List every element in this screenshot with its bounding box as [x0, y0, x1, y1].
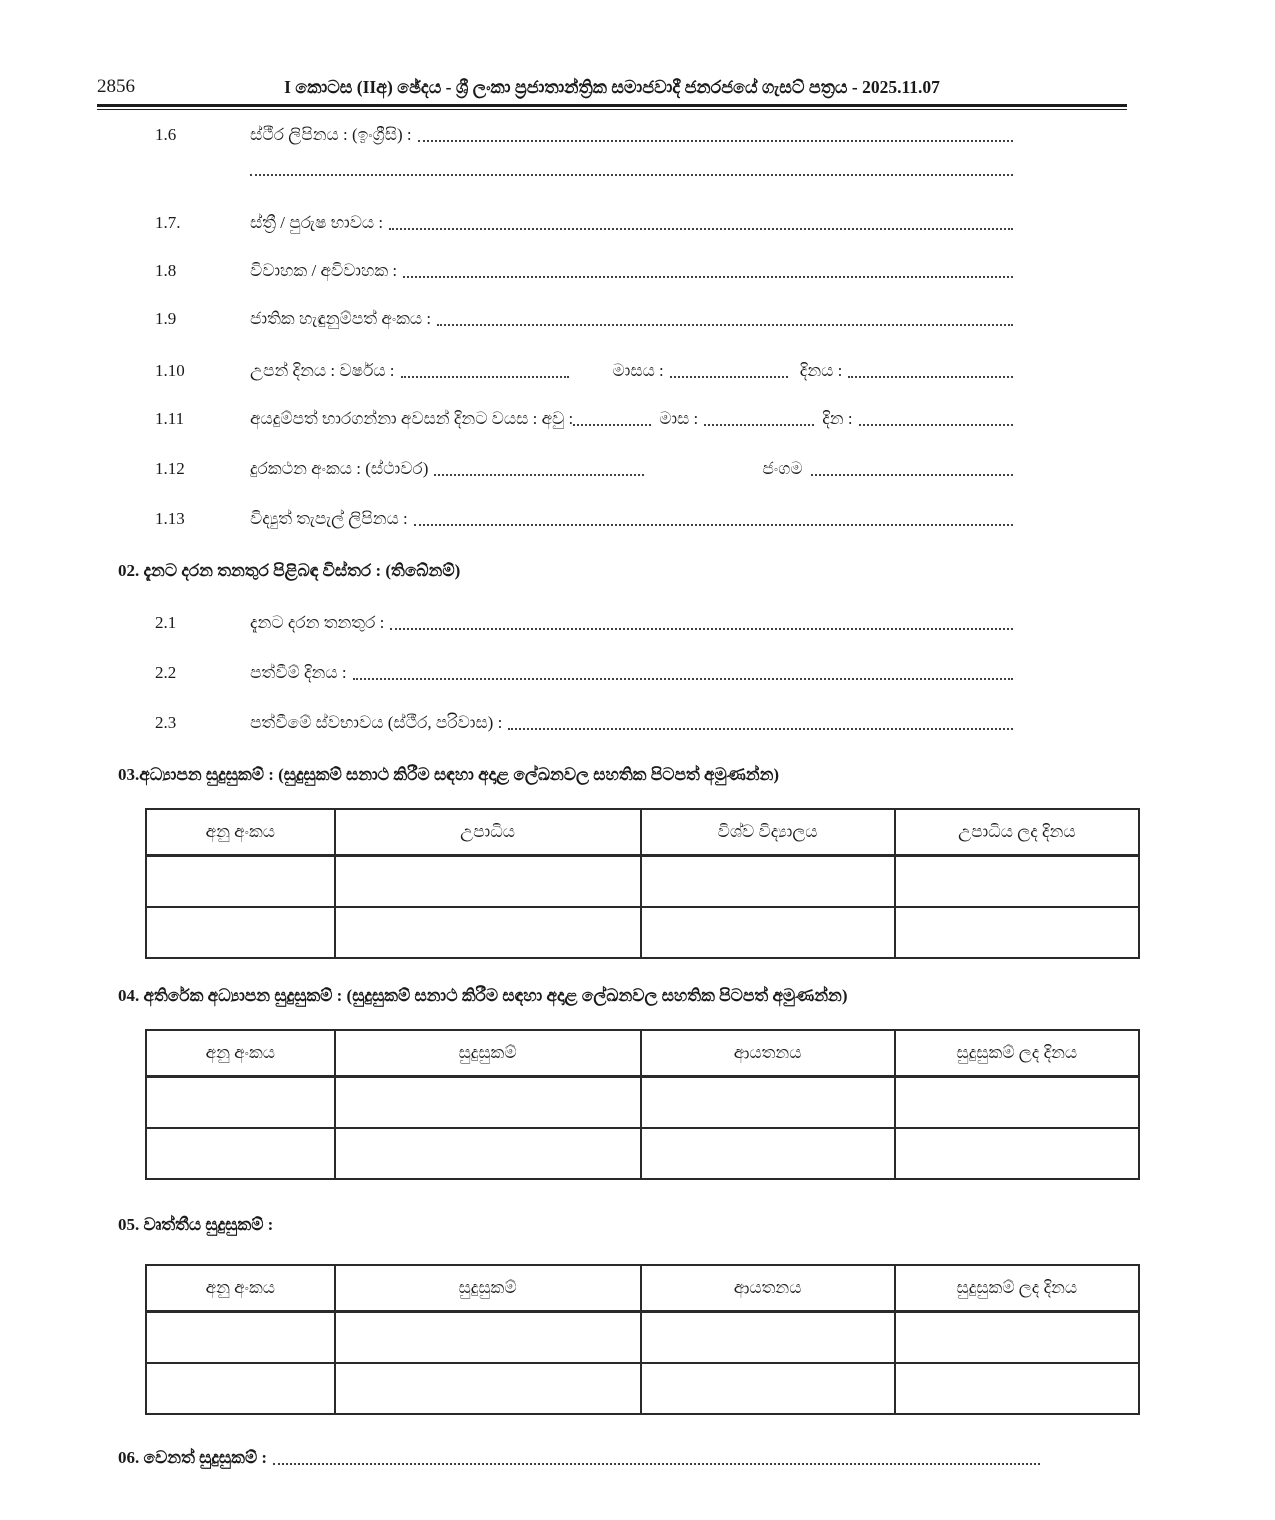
item-label: ස්ථීර ලිපිනය : (ඉංග්‍රීසි) : — [250, 125, 412, 144]
page-number: 2856 — [97, 76, 135, 97]
table-cell — [335, 907, 641, 958]
table-header-cell: අනු අංකය — [146, 809, 335, 856]
dotted-fill-line — [811, 474, 1013, 476]
section-04-heading: 04. අතිරේක අධ්‍යාපන සුදුසුකම් : (සුදුසුකම් සනාථ කිරීම සඳහා අදාළ ලේඛනවල සහතික පිටපත් අමුණන්න) — [118, 986, 848, 1005]
table-cell — [895, 1077, 1139, 1129]
item-1-8 — [97, 260, 1013, 282]
table-header-cell: විශ්ව විද්‍යාලය — [641, 809, 895, 856]
table-cell — [335, 1312, 641, 1364]
item-label: පත්වීම් දිනය : — [250, 663, 347, 682]
item-1-10 — [97, 360, 1013, 382]
dotted-fill-line — [353, 678, 1013, 680]
table-header-cell: සුදුසුකම් — [335, 1030, 641, 1077]
item-number: 1.11 — [155, 409, 185, 428]
table-cell — [641, 1312, 895, 1364]
dotted-fill-line — [273, 1463, 1040, 1465]
item-sublabel: දින : — [822, 409, 853, 428]
gazette-title: I කොටස (IIඅ) ඡේදය - ශ්‍රී ලංකා ප්‍රජාතාන්ත්‍රික සමාජවාදී ජනරජයේ ගැසට් පත්‍රය - 2025.11.07 — [284, 77, 940, 97]
item-sublabel: ජංගම — [762, 459, 803, 478]
item-number: 1.10 — [155, 361, 185, 380]
item-1-11 — [97, 408, 1013, 430]
table-header-cell: අනු අංකය — [146, 1030, 335, 1077]
table-cell — [641, 1363, 895, 1414]
table-cell — [641, 1077, 895, 1129]
item-label: දුරකථන අංකය : (ස්ථාවර) — [250, 459, 429, 478]
table-row — [146, 907, 1139, 958]
table-cell — [146, 907, 335, 958]
item-label: පත්වීමේ ස්වභාවය (ස්ථීර, පරිවාස) : — [250, 713, 503, 732]
dotted-fill-line — [403, 276, 1013, 278]
table-cell — [335, 856, 641, 908]
section-06-label: 06. වෙනත් සුදුසුකම් : — [118, 1448, 268, 1467]
table-cell — [895, 1312, 1139, 1364]
section-05-heading: 05. වෘත්තීය සුදුසුකම් : — [118, 1215, 274, 1234]
table-cell — [895, 1363, 1139, 1414]
dotted-fill-line — [704, 424, 814, 426]
dotted-fill-line — [418, 140, 1013, 142]
dotted-fill-line — [414, 524, 1013, 526]
item-number: 1.12 — [155, 459, 185, 478]
table-header-cell: සුදුසුකම් ලද දිනය — [895, 1265, 1139, 1312]
table-cell — [335, 1077, 641, 1129]
table-header-cell: උපාධිය — [335, 809, 641, 856]
professional-qualifications-table — [145, 1264, 1140, 1415]
table-cell — [146, 1312, 335, 1364]
dotted-fill-line — [437, 324, 1013, 326]
dotted-fill-line — [390, 628, 1013, 630]
item-number: 1.7. — [155, 213, 181, 232]
item-sublabel: මාස : — [659, 409, 699, 428]
page-header — [97, 76, 1127, 100]
table-row — [146, 1128, 1139, 1179]
item-label: විවාහක / අවිවාහක : — [250, 261, 398, 280]
form-body — [0, 124, 1275, 1469]
item-1-7 — [97, 212, 1013, 234]
table-cell — [146, 1128, 335, 1179]
table-row — [146, 856, 1139, 908]
table-header-row — [146, 1030, 1139, 1077]
item-sublabel: දිනය : — [799, 361, 843, 380]
item-1-12 — [97, 458, 1013, 480]
table-cell — [895, 907, 1139, 958]
item-2-3 — [97, 712, 1013, 734]
item-number: 1.13 — [155, 509, 185, 528]
item-number: 1.6 — [155, 125, 177, 144]
table-cell — [641, 907, 895, 958]
item-2-1 — [97, 612, 1013, 634]
item-label: ස්ත්‍රී / පුරුෂ භාවය : — [250, 213, 384, 232]
section-06-heading — [118, 1447, 1040, 1469]
table-cell — [895, 856, 1139, 908]
additional-education-qualifications-table — [145, 1029, 1140, 1180]
item-sublabel: මාසය : — [612, 361, 664, 380]
table-cell — [641, 1128, 895, 1179]
dotted-fill-line — [401, 376, 569, 378]
dotted-fill-line — [434, 474, 644, 476]
table-cell — [335, 1128, 641, 1179]
dotted-fill-line — [670, 376, 788, 378]
table-cell — [146, 1363, 335, 1414]
item-1-9 — [97, 308, 1013, 330]
item-number: 2.3 — [155, 713, 177, 732]
table-header-cell: ආයතනය — [641, 1265, 895, 1312]
table-row — [146, 1077, 1139, 1129]
item-number: 1.9 — [155, 309, 177, 328]
item-number: 2.1 — [155, 613, 177, 632]
table-cell — [641, 856, 895, 908]
table-header-cell: උපාධිය ලද දිනය — [895, 809, 1139, 856]
table-cell — [335, 1363, 641, 1414]
table-header-row — [146, 1265, 1139, 1312]
table-header-cell: ආයතනය — [641, 1030, 895, 1077]
header-double-rule — [97, 104, 1127, 110]
dotted-fill-line — [250, 162, 1013, 176]
table-cell — [895, 1128, 1139, 1179]
item-2-2 — [97, 662, 1013, 684]
section-03-heading: 03.අධ්‍යාපන සුදුසුකම් : (සුදුසුකම් සනාථ කිරීම සඳහා අදාළ ලේඛනවල සහතික පිටපත් අමුණන්න) — [118, 765, 780, 784]
item-label: විද්‍යුත් තැපැල් ලිපිනය : — [250, 509, 408, 528]
item-1-13 — [97, 508, 1013, 530]
section-02-heading: 02. දැනට දරන තනතුර පිළිබඳ විස්තර : (තිබේනම්) — [118, 561, 461, 580]
item-label: දැනට දරන තනතුර : — [250, 613, 385, 632]
table-header-cell: අනු අංකය — [146, 1265, 335, 1312]
table-header-cell: සුදුසුකම් — [335, 1265, 641, 1312]
dotted-fill-line — [508, 728, 1013, 730]
dotted-fill-line — [573, 424, 651, 426]
education-qualifications-table — [145, 808, 1140, 959]
table-cell — [146, 1077, 335, 1129]
table-row — [146, 1363, 1139, 1414]
table-row — [146, 1312, 1139, 1364]
item-label: අයදුම්පත් භාරගන්නා අවසන් දිනට වයස : අවු : — [250, 409, 574, 428]
item-label: උපන් දිනය : වර්ෂය : — [250, 361, 395, 380]
dotted-fill-line — [859, 424, 1013, 426]
item-number: 2.2 — [155, 663, 177, 682]
table-cell — [146, 856, 335, 908]
table-header-row — [146, 809, 1139, 856]
item-1-6-continuation — [97, 162, 1013, 180]
item-number: 1.8 — [155, 261, 177, 280]
item-1-6 — [97, 124, 1013, 146]
dotted-fill-line — [389, 228, 1013, 230]
item-label: ජාතික හැඳුනුම්පත් අංකය : — [250, 309, 432, 328]
dotted-fill-line — [848, 376, 1013, 378]
table-header-cell: සුදුසුකම් ලද දිනය — [895, 1030, 1139, 1077]
